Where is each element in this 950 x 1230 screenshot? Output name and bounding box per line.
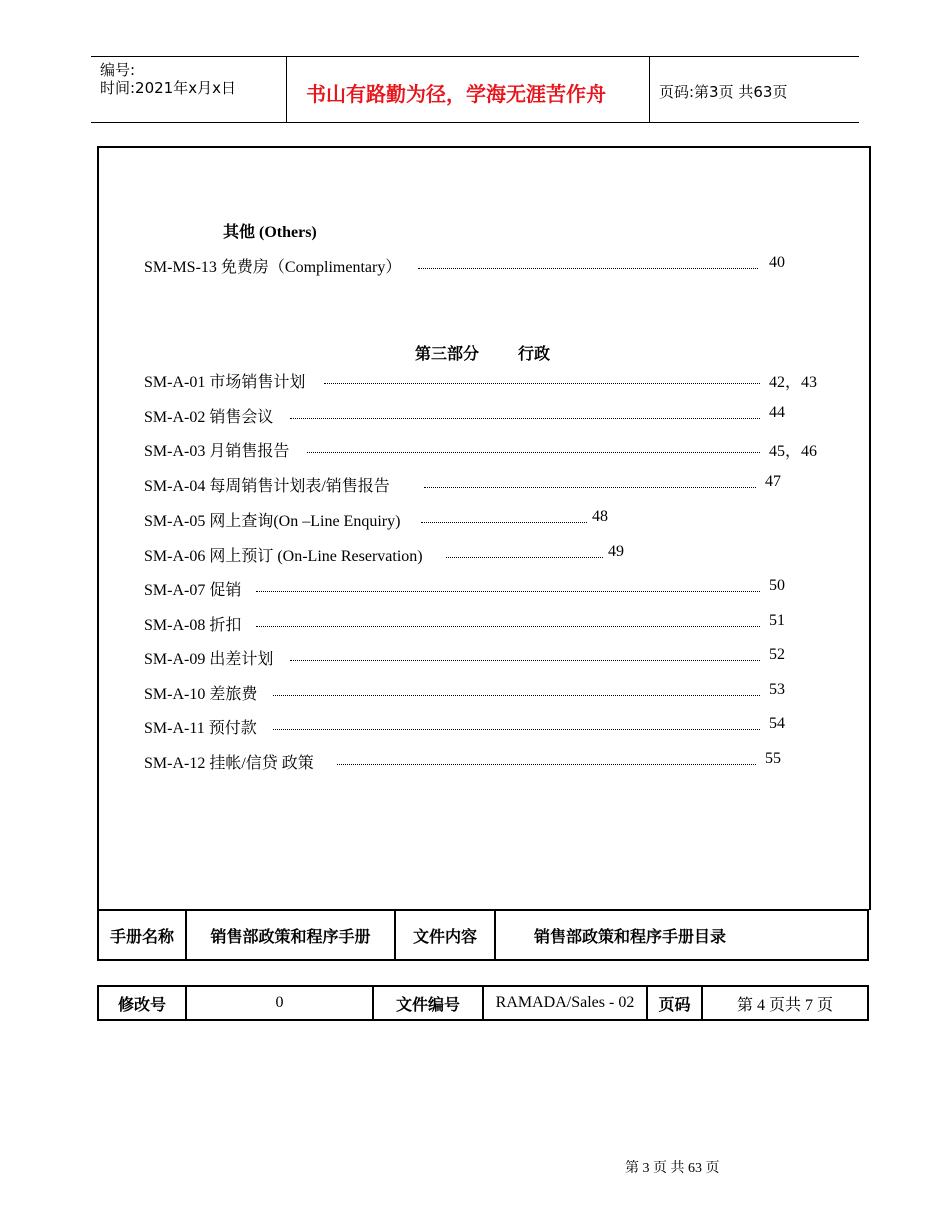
toc-entry-page: 47 [765, 473, 781, 490]
toc-entry-label: SM-A-03 月销售报告 [144, 443, 290, 460]
toc-entry-label: SM-A-05 网上查询(On –Line Enquiry) [144, 513, 401, 530]
part3-title: 行政 [518, 346, 551, 363]
toc-entry-label: SM-A-09 出差计划 [144, 651, 274, 668]
toc-entry [144, 438, 824, 458]
toc-entry-page: 42，43 [769, 374, 818, 391]
toc-entry-page: 45，46 [769, 443, 818, 460]
revision-value: 0 [186, 986, 373, 1020]
header-top-rule [91, 56, 859, 57]
header-divider-right [649, 56, 650, 123]
toc-entry [144, 646, 794, 666]
revision-label: 修改号 [98, 986, 186, 1020]
toc-leader-dots [256, 626, 760, 627]
toc-entry-page: 40 [769, 254, 785, 271]
toc-leader-dots [418, 268, 758, 269]
toc-entry [144, 577, 794, 597]
header-time-label: 时间:2021年x月x日 [100, 79, 236, 97]
header-bottom-rule [91, 122, 859, 123]
toc-entry-page: 51 [769, 612, 785, 629]
toc-leader-dots [290, 660, 760, 661]
toc-entry-page: 49 [608, 543, 624, 560]
toc-entry-page: 52 [769, 646, 785, 663]
toc-entry-label: SM-A-07 促销 [144, 582, 242, 599]
toc-leader-dots [324, 383, 760, 384]
header-page-label: 页码:第3页 共63页 [659, 83, 788, 101]
toc-leader-dots [421, 522, 587, 523]
header-divider-left [286, 56, 287, 123]
toc-entry-label: SM-A-12 挂帐/信贷 政策 [144, 755, 314, 772]
header-motto: 书山有路勤为径，学海无涯苦作舟 [306, 82, 606, 106]
toc-entry-label: SM-A-04 每周销售计划表/销售报告 [144, 478, 390, 495]
toc-leader-dots [273, 695, 760, 696]
toc-leader-dots [337, 764, 756, 765]
toc-entry [144, 404, 794, 424]
toc-entry-page: 55 [765, 750, 781, 767]
others-heading: 其他 (Others) [223, 224, 317, 241]
toc-entry-page: 53 [769, 681, 785, 698]
toc-entry [144, 612, 794, 632]
toc-entry [144, 254, 794, 274]
header-number-label: 编号: [100, 61, 136, 79]
toc-entry-label: SM-A-01 市场销售计划 [144, 374, 306, 391]
toc-entry-label: SM-A-10 差旅费 [144, 686, 258, 703]
toc-leader-dots [424, 487, 756, 488]
toc-leader-dots [446, 557, 603, 558]
toc-entry-page: 54 [769, 715, 785, 732]
content-label: 文件内容 [395, 910, 495, 960]
toc-leader-dots [273, 729, 760, 730]
page-value: 第 4 页共 7 页 [702, 986, 868, 1020]
toc-entry-label: SM-A-02 销售会议 [144, 409, 274, 426]
content-value: 销售部政策和程序手册目录 [495, 910, 868, 960]
file-no-label: 文件编号 [373, 986, 483, 1020]
toc-entry-label: SM-A-11 预付款 [144, 720, 257, 737]
manual-name-label: 手册名称 [98, 910, 186, 960]
toc-entry-page: 50 [769, 577, 785, 594]
document-control-table [97, 985, 869, 1021]
toc-entry-label: SM-MS-13 免费房（Complimentary） [144, 259, 402, 276]
toc-leader-dots [256, 591, 760, 592]
page-label: 页码 [647, 986, 702, 1020]
toc-entry [144, 715, 794, 735]
toc-leader-dots [290, 418, 760, 419]
toc-entry [144, 473, 794, 493]
toc-entry-label: SM-A-06 网上预订 (On-Line Reservation) [144, 548, 423, 565]
toc-entry [144, 750, 794, 770]
toc-leader-dots [307, 452, 760, 453]
toc-entry [144, 508, 624, 528]
toc-entry [144, 543, 644, 563]
manual-name-value: 销售部政策和程序手册 [186, 910, 395, 960]
toc-entry-page: 44 [769, 404, 785, 421]
page-footer: 第 3 页 共 63 页 [625, 1161, 720, 1176]
toc-entry [144, 681, 794, 701]
toc-entry-label: SM-A-08 折扣 [144, 617, 242, 634]
toc-entry [144, 369, 824, 389]
part3-heading: 第三部分 [415, 346, 480, 363]
file-no-value: RAMADA/Sales - 02 [483, 986, 647, 1020]
toc-entry-page: 48 [592, 508, 608, 525]
manual-info-table [97, 909, 869, 961]
